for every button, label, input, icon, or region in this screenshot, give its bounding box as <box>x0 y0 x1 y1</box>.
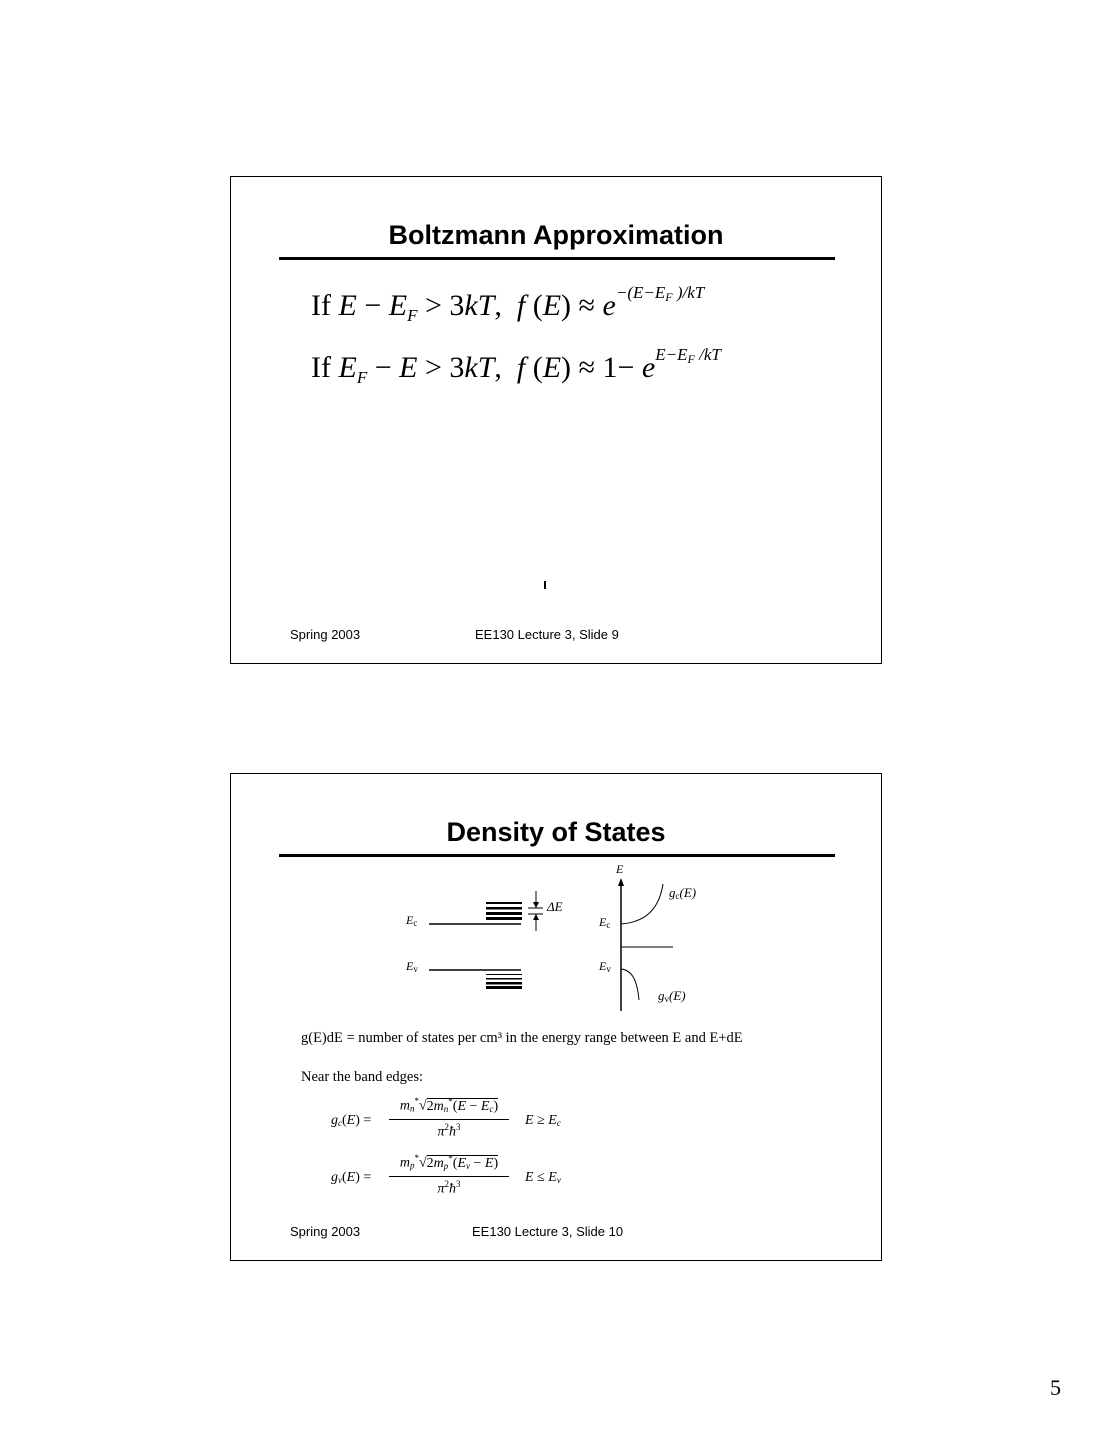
title-underline <box>279 854 835 857</box>
ec-axis-label: Ec <box>599 915 611 930</box>
gv-formula-numerator: mp*√2mp*(Ev − E) <box>399 1153 499 1171</box>
slide-9 <box>230 176 882 664</box>
near-band-edges-text: Near the band edges: <box>301 1069 423 1085</box>
slide-title: Boltzmann Approximation <box>388 220 724 250</box>
boltzmann-equation-2: If $E_F - E > 3kT$, f $(E) \approx 1- e^{E-EF /kT}$ <box>311 345 721 387</box>
gc-formula-lhs: gc(E) = <box>331 1113 372 1128</box>
energy-band-diagram <box>391 879 591 994</box>
ev-axis-label: Ev <box>599 959 611 974</box>
boltzmann-equation-1: If $E - E_F > 3kT$, f $(E) \approx e^{-(E-EF )/kT}$ <box>311 283 705 325</box>
footer-slide-ref: EE130 Lecture 3, Slide 9 <box>475 627 619 642</box>
ec-label: Ec <box>406 913 418 928</box>
footer-slide-ref: EE130 Lecture 3, Slide 10 <box>472 1224 624 1239</box>
title-underline <box>279 257 835 260</box>
gc-fraction-bar <box>389 1119 509 1120</box>
energy-axis-label: E <box>616 862 624 876</box>
gc-formula-numerator: mn*√2mn*(E − Ec) <box>399 1096 499 1114</box>
stray-mark <box>544 581 546 589</box>
gv-fraction-bar <box>389 1176 509 1177</box>
gc-label: gc(E) <box>669 885 697 901</box>
footer-date: Spring 2003 <box>290 1224 361 1239</box>
gv-label: gv(E) <box>658 988 686 1004</box>
gv-formula-lhs: gv(E) = <box>331 1170 372 1185</box>
footer-date: Spring 2003 <box>290 627 361 642</box>
slide-title: Density of States <box>446 817 666 847</box>
gc-formula-condition: E ≥ Ec <box>525 1113 561 1128</box>
slide-10 <box>230 773 882 1261</box>
gc-formula-denominator: $\pi^2ħ^3$ <box>437 1122 461 1140</box>
delta-e-label: ΔE <box>547 899 563 914</box>
definition-text: g(E)dE = number of states per cm³ in the energy range between E and E+dE <box>301 1030 743 1046</box>
gv-formula-denominator: $\pi^2ħ^3$ <box>437 1179 461 1197</box>
page-number: 5 <box>1050 1375 1061 1400</box>
gv-formula-condition: E ≤ Ev <box>525 1170 561 1185</box>
ev-label: Ev <box>406 959 418 974</box>
